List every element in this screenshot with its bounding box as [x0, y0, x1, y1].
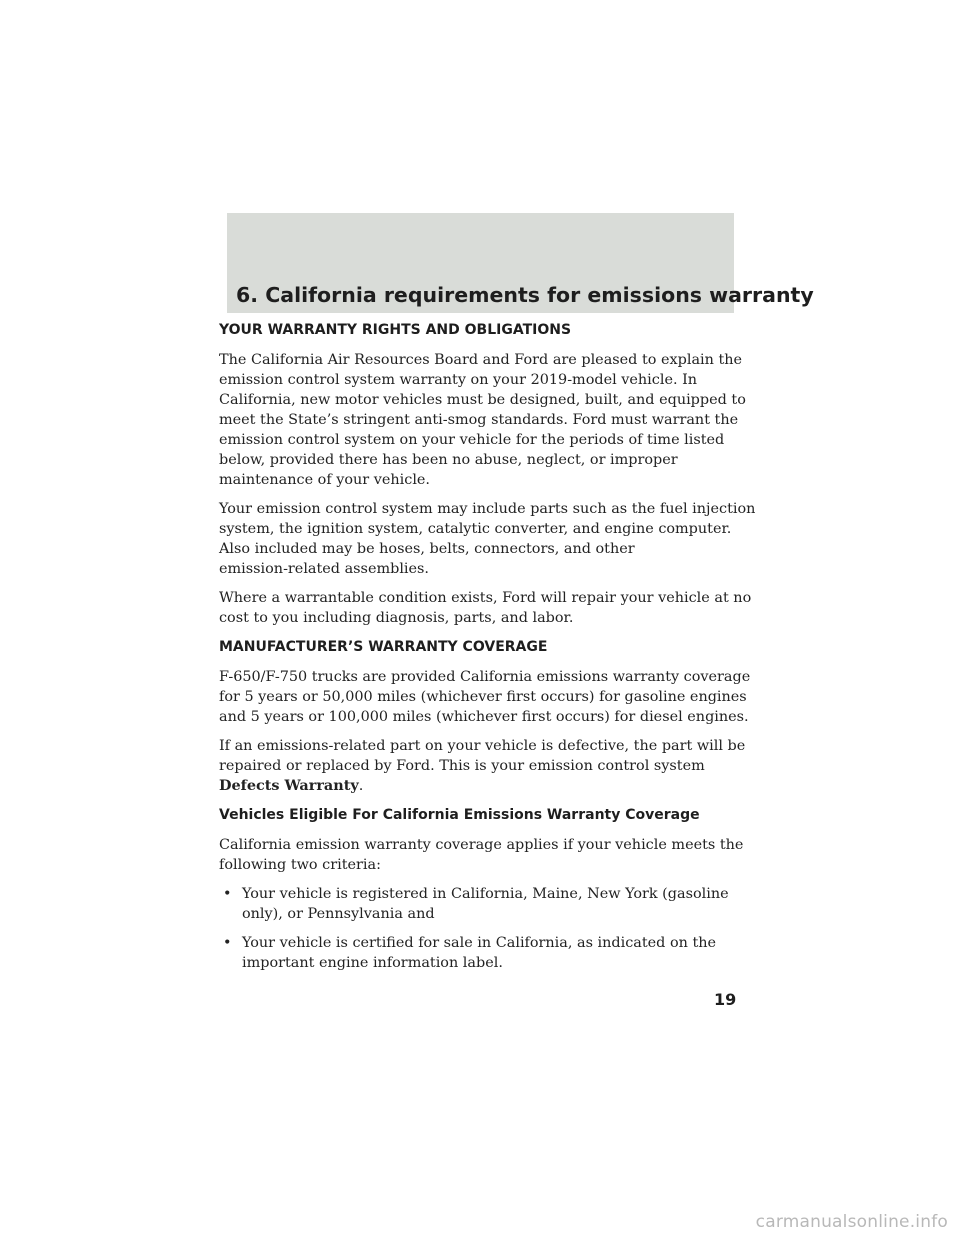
heading-vehicles-eligible: Vehicles Eligible For California Emissions Warranty Coverage	[219, 807, 700, 823]
paragraph-line: emission-related assemblies.	[219, 561, 429, 577]
paragraph-intro	[219, 350, 746, 490]
list-item-line: Your vehicle is registered in California, Maine, New York (gasoline	[242, 886, 729, 902]
paragraph-line: maintenance of your vehicle.	[219, 472, 431, 488]
paragraph-line	[219, 776, 739, 796]
list-item	[219, 884, 739, 924]
paragraph-line: system, the ignition system, catalytic converter, and engine computer.	[219, 521, 732, 537]
criteria-list	[219, 884, 739, 973]
paragraph-defects	[219, 736, 746, 796]
paragraph-line: emission control system warranty on your 2019-model vehicle. In	[219, 372, 698, 388]
list-item	[219, 933, 739, 973]
paragraph-trucks-coverage	[219, 667, 751, 727]
paragraph-line: emission control system on your vehicle for the periods of time listed	[219, 432, 725, 448]
list-item-line: Your vehicle is certified for sale in California, as indicated on the	[242, 935, 717, 951]
bullet-icon: •	[223, 935, 232, 951]
paragraph-line: If an emissions-related part on your vehicle is defective, the part will be	[219, 738, 746, 754]
paragraph-line: repaired or replaced by Ford. This is your emission control system	[219, 758, 705, 774]
paragraph-line: cost to you including diagnosis, parts, and labor.	[219, 610, 574, 626]
list-item-line: only), or Pennsylvania and	[242, 906, 435, 922]
paragraph-criteria	[219, 835, 744, 875]
paragraph-parts	[219, 499, 756, 579]
bullet-icon: •	[223, 886, 232, 902]
heading-warranty-rights: YOUR WARRANTY RIGHTS AND OBLIGATIONS	[219, 322, 572, 338]
paragraph-line: below, provided there has been no abuse, neglect, or improper	[219, 452, 678, 468]
heading-manufacturer-coverage: MANUFACTURER’S WARRANTY COVERAGE	[219, 639, 548, 655]
paragraph-repair	[219, 588, 752, 628]
paragraph-line: California, new motor vehicles must be designed, built, and equipped to	[219, 392, 746, 408]
paragraph-line: F-650/F-750 trucks are provided California emissions warranty coverage	[219, 669, 751, 685]
sentence-end: .	[358, 778, 364, 794]
paragraph-line: Your emission control system may include parts such as the fuel injection	[219, 501, 756, 517]
page-content	[219, 320, 756, 982]
paragraph-line: California emission warranty coverage applies if your vehicle meets the	[219, 837, 744, 853]
paragraph-line: meet the State’s stringent anti-smog standards. Ford must warrant the	[219, 412, 739, 428]
page-number: 19	[714, 990, 737, 1009]
paragraph-line: Also included may be hoses, belts, connectors, and other	[219, 541, 635, 557]
paragraph-line: and 5 years or 100,000 miles (whichever first occurs) for diesel engines.	[219, 709, 749, 725]
paragraph-line: The California Air Resources Board and Ford are pleased to explain the	[219, 352, 743, 368]
paragraph-line: following two criteria:	[219, 857, 381, 873]
defects-warranty-term: Defects Warranty	[219, 777, 359, 794]
list-item-line: important engine information label.	[242, 955, 503, 971]
paragraph-line: for 5 years or 50,000 miles (whichever first occurs) for gasoline engines	[219, 689, 747, 705]
section-title: 6. California requirements for emissions warranty	[236, 283, 814, 307]
watermark: carmanualsonline.info	[755, 1212, 948, 1232]
paragraph-line: Where a warrantable condition exists, Ford will repair your vehicle at no	[219, 590, 752, 606]
